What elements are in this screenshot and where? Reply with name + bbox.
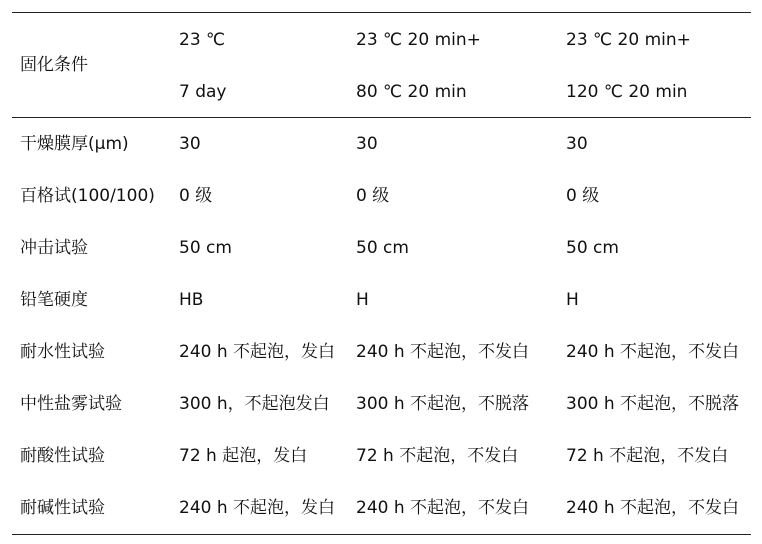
row-label: 冲击试验 — [20, 238, 88, 258]
header-col-1-line1: 23 ℃ — [179, 30, 226, 50]
table-row — [12, 222, 751, 274]
results-table — [12, 12, 751, 535]
row-value: 0 级 — [356, 186, 390, 206]
header-col-3-line1: 23 ℃ 20 min+ — [566, 30, 691, 50]
row-label: 耐酸性试验 — [20, 446, 105, 466]
header-col-3-line2: 120 ℃ 20 min — [566, 82, 688, 102]
row-value: 72 h 起泡，发白 — [179, 446, 308, 466]
row-label: 铅笔硬度 — [20, 290, 88, 310]
row-label: 耐水性试验 — [20, 342, 105, 362]
table-header — [12, 13, 751, 118]
row-value: 240 h 不起泡，不发白 — [356, 342, 530, 362]
row-value: 50 cm — [356, 238, 409, 258]
row-label: 中性盐雾试验 — [20, 394, 122, 414]
row-value: HB — [179, 290, 204, 310]
table-row — [12, 378, 751, 430]
row-value: 0 级 — [566, 186, 600, 206]
row-value: 30 — [356, 134, 378, 154]
header-col-1-line2: 7 day — [179, 82, 227, 102]
row-value: 240 h 不起泡，不发白 — [356, 498, 530, 518]
row-value: 300 h 不起泡，不脱落 — [356, 394, 530, 414]
row-value: 50 cm — [566, 238, 619, 258]
table-row — [12, 118, 751, 170]
table-row — [12, 170, 751, 222]
row-value: 240 h 不起泡，不发白 — [566, 342, 740, 362]
table-row — [12, 274, 751, 326]
header-col-2-line1: 23 ℃ 20 min+ — [356, 30, 481, 50]
row-value: 72 h 不起泡，不发白 — [356, 446, 519, 466]
table-row — [12, 430, 751, 482]
row-value: H — [566, 290, 579, 310]
row-value: 300 h 不起泡，不脱落 — [566, 394, 740, 414]
header-label: 固化条件 — [20, 55, 88, 75]
row-value: 240 h 不起泡，发白 — [179, 342, 336, 362]
row-value: H — [356, 290, 369, 310]
row-label: 干燥膜厚(μm) — [20, 134, 129, 154]
row-value: 240 h 不起泡，不发白 — [566, 498, 740, 518]
row-value: 240 h 不起泡，发白 — [179, 498, 336, 518]
header-col-2-line2: 80 ℃ 20 min — [356, 82, 467, 102]
row-value: 0 级 — [179, 186, 213, 206]
row-value: 50 cm — [179, 238, 232, 258]
row-label: 百格试(100/100) — [20, 186, 155, 206]
row-value: 300 h，不起泡发白 — [179, 394, 330, 414]
table-body — [12, 118, 751, 534]
table-row — [12, 326, 751, 378]
table-row — [12, 482, 751, 534]
row-label: 耐碱性试验 — [20, 498, 105, 518]
row-value: 30 — [179, 134, 201, 154]
row-value: 30 — [566, 134, 588, 154]
row-value: 72 h 不起泡，不发白 — [566, 446, 729, 466]
